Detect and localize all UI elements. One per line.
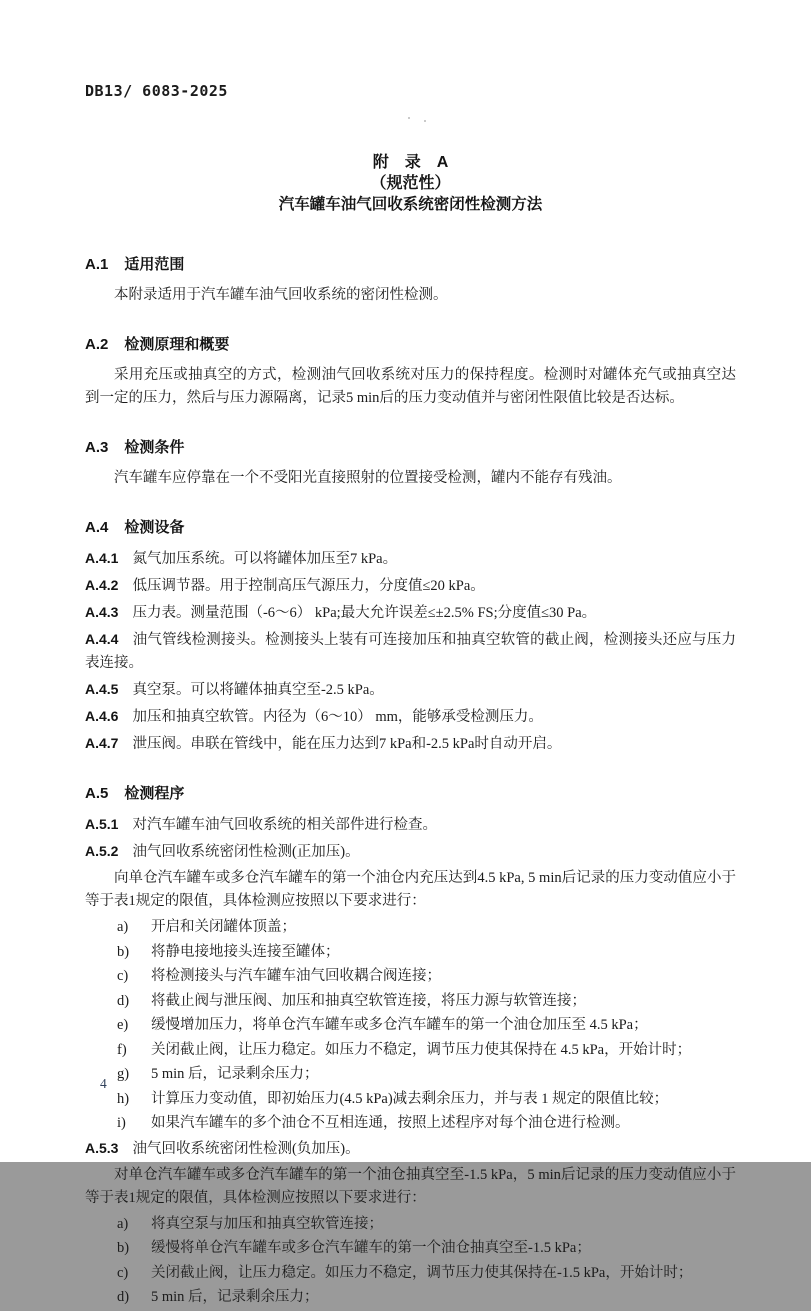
appendix-title-line1: 附 录 A [372,154,449,171]
clause-a4-6 [85,705,736,729]
section-number: A.1 [85,256,109,273]
clause-number: A.5.3 [85,1139,119,1156]
clause-a5-2 [85,840,736,864]
list-item-label: b) [117,943,130,960]
section-title: 检测条件 [124,439,185,456]
list-item-label: c) [117,968,129,984]
list-item-label: a) [117,1215,129,1232]
list-item-label: g) [117,1066,130,1082]
paragraph-a3: 汽车罐车应停靠在一个不受阳光直接照射的位置接受检测，罐内不能存有残油。 [114,470,622,486]
section-title: 适用范围 [124,256,185,273]
section-title: 检测程序 [124,785,185,802]
clause-number: A.5.1 [85,816,119,832]
section-number: A.5 [85,785,109,802]
list-item [85,1262,736,1285]
clause-number: A.4.5 [85,681,119,697]
list-item-label: h) [117,1090,130,1107]
page-number: 4 [100,1076,107,1091]
list-item-label: f) [117,1041,127,1058]
list-item-text: 关闭截止阀，让压力稳定。如压力不稳定，调节压力使其保持在-1.5 kPa，开始计时； [151,1264,693,1281]
clause-text: 氮气加压系统。可以将罐体加压至7 kPa。 [132,551,398,567]
paragraph-a1: 本附录适用于汽车罐车油气回收系统的密闭性检测。 [114,287,448,303]
appendix-title-line3: 汽车罐车油气回收系统密闭性检测方法 [278,196,543,213]
list-item-label: e) [117,1017,129,1033]
list-item-text: 缓慢增加压力，将单仓汽车罐车或多仓汽车罐车的第一个油仓加压至 4.5 kPa； [151,1017,648,1033]
section-number: A.2 [85,336,109,353]
list-item-text: 将静电接地接头连接至罐体； [151,943,340,960]
clause-number: A.4.3 [85,604,119,620]
clause-number: A.4.1 [85,550,119,566]
list-item [85,1237,736,1260]
doc-code: DB13/ 6083-2025 [85,82,228,100]
section-number: A.3 [85,439,109,456]
list-item-text: 将真空泵与加压和抽真空软管连接； [151,1215,383,1232]
paragraph-a5-2: 向单仓汽车罐车或多仓汽车罐车的第一个油仓内充压达到4.5 kPa, 5 min后记录的压力变动值应小于等于表1规定的限值，具体检测应按照以下要求进行： [85,870,736,909]
clause-a5-3 [85,1137,736,1161]
section-heading-a4 [85,516,736,537]
clause-text: 油气管线检测接头。检测接头上装有可连接加压和抽真空软管的截止阀，检测接头还应与压力表连接。 [85,632,736,671]
list-item [85,990,736,1013]
list-item-text: 如果汽车罐车的多个油仓不互相连通，按照上述程序对每个油仓进行检测。 [151,1115,630,1131]
list-item-label: d) [117,1289,130,1305]
list-item-text: 关闭截止阀，让压力稳定。如压力不稳定，调节压力使其保持在 4.5 kPa，开始计时； [151,1041,692,1058]
section-title: 检测原理和概要 [124,336,230,353]
list-item [85,965,736,988]
list-item-label: b) [117,1240,130,1256]
clause-a4-2 [85,574,736,598]
list-item-text: 5 min 后，记录剩余压力； [151,1289,319,1305]
clause-text: 油气回收系统密闭性检测(负加压)。 [132,1140,360,1157]
clause-text: 泄压阀。串联在管线中，能在压力达到7 kPa和-2.5 kPa时自动开启。 [132,736,562,752]
section-heading-a2 [85,333,736,354]
section-title: 检测设备 [124,519,185,536]
clause-a5-1 [85,813,736,837]
scan-artifact-dot [424,120,426,122]
section-heading-a5 [85,782,736,803]
scan-artifact-dot [408,117,410,119]
clause-text: 油气回收系统密闭性检测(正加压)。 [132,844,360,860]
list-item-text: 将截止阀与泄压阀、加压和抽真空软管连接，将压力源与软管连接； [151,992,586,1009]
clause-a4-3 [85,601,736,625]
clause-number: A.5.2 [85,843,119,859]
clause-number: A.4.7 [85,735,119,751]
list-item [85,1112,736,1135]
list-item [85,916,736,939]
list-item [85,1286,736,1309]
appendix-title-line2: （规范性） [370,175,451,192]
list-item-text: 将检测接头与汽车罐车油气回收耦合阀连接； [151,968,441,984]
section-number: A.4 [85,519,109,536]
clause-text: 压力表。测量范围（-6～6） kPa;最大允许误差≤±2.5% FS;分度值≤30 Pa。 [132,605,597,621]
section-heading-a1 [85,253,736,274]
clause-a4-4 [85,628,736,675]
list-item [85,1039,736,1062]
list-item [85,1014,736,1037]
clause-a4-5 [85,678,736,702]
clause-text: 加压和抽真空软管。内径为（6～10） mm，能够承受检测压力。 [132,709,543,725]
paragraph-a5-3: 对单仓汽车罐车或多仓汽车罐车的第一个油仓抽真空至-1.5 kPa，5 min后记录的压力变动值应小于等于表1规定的限值，具体检测应按照以下要求进行： [85,1166,736,1206]
list-item-label: i) [117,1115,126,1131]
list-item-text: 计算压力变动值，即初始压力(4.5 kPa)减去剩余压力，并与表 1 规定的限值比较； [151,1090,669,1107]
appendix-title [85,152,736,215]
clause-number: A.4.2 [85,577,119,593]
clause-text: 对汽车罐车油气回收系统的相关部件进行检查。 [132,817,437,833]
clause-text: 真空泵。可以将罐体抽真空至-2.5 kPa。 [132,682,384,698]
clause-a4-1 [85,547,736,571]
list-item-label: d) [117,992,130,1009]
clause-number: A.4.4 [85,631,119,647]
list-item [85,1063,736,1086]
clause-number: A.4.6 [85,708,119,724]
list-item-text: 开启和关闭罐体顶盖； [151,919,296,935]
clause-text: 低压调节器。用于控制高压气源压力，分度值≤20 kPa。 [132,578,485,594]
section-heading-a3 [85,436,736,457]
list-item [85,1213,736,1236]
paragraph-a2: 采用充压或抽真空的方式，检测油气回收系统对压力的保持程度。检测时对罐体充气或抽真空达到一定的压力，然后与压力源隔离，记录5 min后的压力变动值并与密闭性限值比较是否达标。 [85,367,736,406]
clause-a4-7 [85,732,736,756]
list-item [85,941,736,964]
list-item-text: 缓慢将单仓汽车罐车或多仓汽车罐车的第一个油仓抽真空至-1.5 kPa； [151,1240,591,1256]
list-item-text: 5 min 后，记录剩余压力； [151,1066,319,1082]
list-item-label: c) [117,1264,129,1281]
list-item-label: a) [117,919,129,935]
list-item [85,1088,736,1111]
